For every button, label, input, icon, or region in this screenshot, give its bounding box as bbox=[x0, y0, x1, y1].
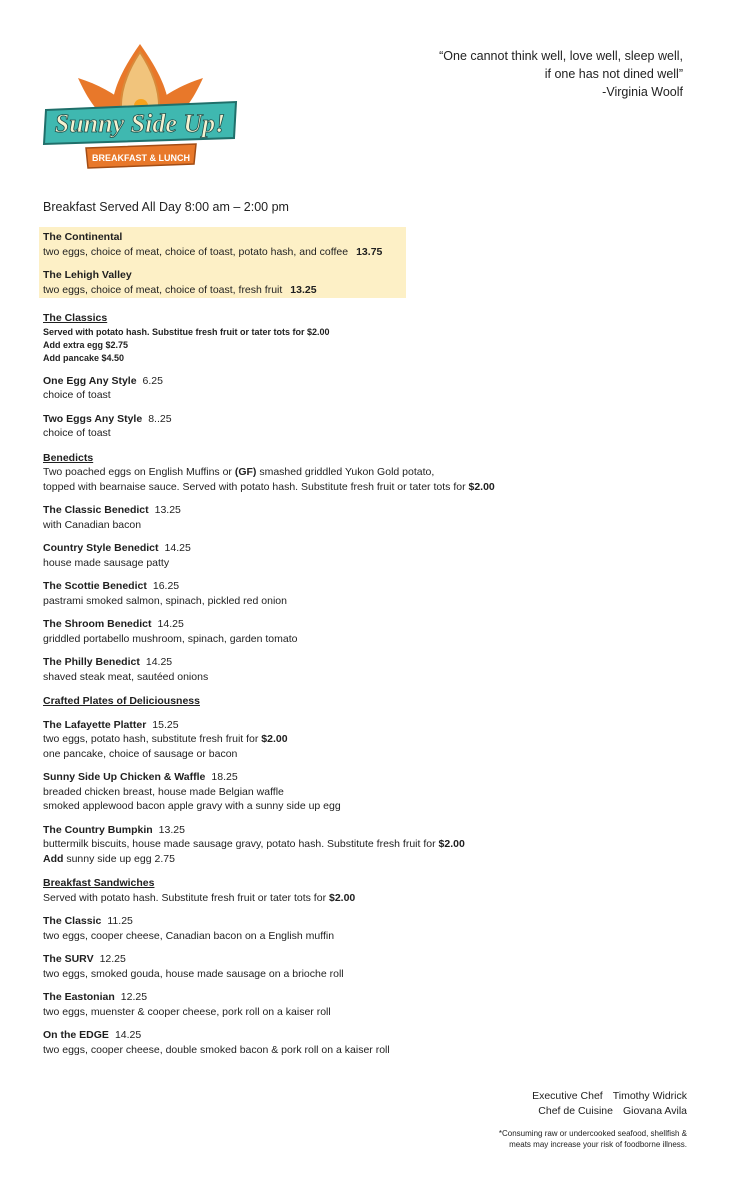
section-breakfast-sandwiches: Breakfast Sandwiches Served with potato hash. Substitute fresh fruit or tater tots for $2.00 The Classic 11.25 two eggs, cooper cheese, Canadian bacon on a English muffin The SURV 12.25 two eggs, smoked gouda, house made sausage on a brioche roll The Eastonian 12.25 two eggs, muenster & cooper cheese, pork roll on a kaiser roll On the EDGE 14.25 two eggs, cooper cheese, double smoked bacon & pork roll on a kaiser roll bbox=[43, 876, 693, 1057]
item-name: The Continental bbox=[43, 231, 123, 243]
item-desc: two eggs, choice of meat, choice of toast, fresh fruit bbox=[43, 283, 283, 296]
section-title: Crafted Plates of Deliciousness bbox=[43, 695, 200, 707]
section-title: Benedicts bbox=[43, 451, 94, 464]
menu-item bbox=[43, 268, 317, 297]
menu-item: Country Style Benedict 14.25 house made sausage patty bbox=[43, 542, 191, 569]
menu-item: Sunny Side Up Chicken & Waffle 18.25 breaded chicken breast, house made Belgian waffle smoked applewood bacon apple gravy with a sunny side up egg bbox=[43, 771, 341, 812]
sunny-side-up-logo bbox=[38, 40, 243, 180]
item-price: 13.25 bbox=[290, 283, 317, 296]
menu-item: The Scottie Benedict 16.25 pastrami smoked salmon, spinach, pickled red onion bbox=[43, 580, 287, 607]
item-name: The Lehigh Valley bbox=[43, 269, 132, 281]
breakfast-hours: Breakfast Served All Day 8:00 am – 2:00 pm bbox=[43, 200, 289, 214]
menu-item: The Classic 11.25 two eggs, cooper cheese, Canadian bacon on a English muffin bbox=[43, 915, 335, 942]
section-benedicts: Benedicts Two poached eggs on English Muffins or (GF) smashed griddled Yukon Gold potato, topped with bearnaise sauce. Served with potato hash. Substitute fresh fruit or tater tots for $2.00 The Classic Benedict 13.25 with Canadian bacon Country Style Benedict 14.25 house made sausage patty The Scottie Benedict 16.25 pastrami smoked salmon, spinach, pickled red onion The Shroom Benedict 14.25 griddled portabello mushroom, spinach, garden tomato The Philly Benedict 14.25 shaved steak meat, sautéed onions bbox=[43, 451, 693, 685]
svg-text:BREAKFAST & LUNCH: BREAKFAST & LUNCH bbox=[92, 153, 190, 163]
menu-item bbox=[43, 230, 382, 259]
food-safety-disclaimer: *Consuming raw or undercooked seafood, shellfish & meats may increase your risk of foodborne illness. bbox=[498, 1129, 687, 1149]
section-note: Add pancake $4.50 bbox=[43, 352, 125, 363]
menu-item: One Egg Any Style 6.25 choice of toast bbox=[43, 374, 163, 401]
menu-body bbox=[43, 311, 693, 1057]
menu-item: The SURV 12.25 two eggs, smoked gouda, house made sausage on a brioche roll bbox=[43, 953, 344, 980]
menu-item: The Classic Benedict 13.25 with Canadian bacon bbox=[43, 504, 181, 531]
menu-item: The Eastonian 12.25 two eggs, muenster & cooper cheese, pork roll on a kaiser roll bbox=[43, 991, 331, 1018]
menu-item: The Shroom Benedict 14.25 griddled portabello mushroom, spinach, garden tomato bbox=[43, 618, 298, 645]
section-note: Add extra egg $2.75 bbox=[43, 339, 129, 350]
quote-line: if one has not dined well” bbox=[544, 67, 683, 81]
section-title: The Classics bbox=[43, 312, 108, 324]
quote-line: “One cannot think well, love well, sleep well, bbox=[439, 49, 683, 63]
section-note: Served with potato hash. Substitue fresh fruit or tater tots for $2.00 bbox=[43, 326, 330, 337]
item-desc: two eggs, choice of meat, choice of toast, potato hash, and coffee bbox=[43, 245, 349, 258]
section-classics bbox=[43, 311, 693, 441]
quote-author: -Virginia Woolf bbox=[602, 85, 683, 99]
section-title: Breakfast Sandwiches bbox=[43, 877, 155, 889]
menu-item: Two Eggs Any Style 8..25 choice of toast bbox=[43, 412, 172, 439]
section-crafted-plates bbox=[43, 694, 693, 866]
menu-item: The Lafayette Platter 15.25 two eggs, potato hash, substitute fresh fruit for $2.00 one pancake, choice of sausage or bacon bbox=[43, 718, 288, 760]
quote bbox=[439, 47, 683, 101]
svg-text:Sunny Side Up!: Sunny Side Up! bbox=[54, 109, 226, 138]
item-price: 13.75 bbox=[356, 245, 383, 258]
menu-item: On the EDGE 14.25 two eggs, cooper cheese, double smoked bacon & pork roll on a kaiser roll bbox=[43, 1029, 390, 1056]
menu-item: The Country Bumpkin 13.25 buttermilk biscuits, house made sausage gravy, potato hash. Substitute fresh fruit for $2.00 Add sunny side up egg 2.75 bbox=[43, 823, 465, 865]
menu-item: The Philly Benedict 14.25 shaved steak meat, sautéed onions bbox=[43, 656, 209, 683]
chef-credits: Executive Chef Timothy Widrick Chef de Cuisine Giovana Avila bbox=[532, 1090, 687, 1117]
